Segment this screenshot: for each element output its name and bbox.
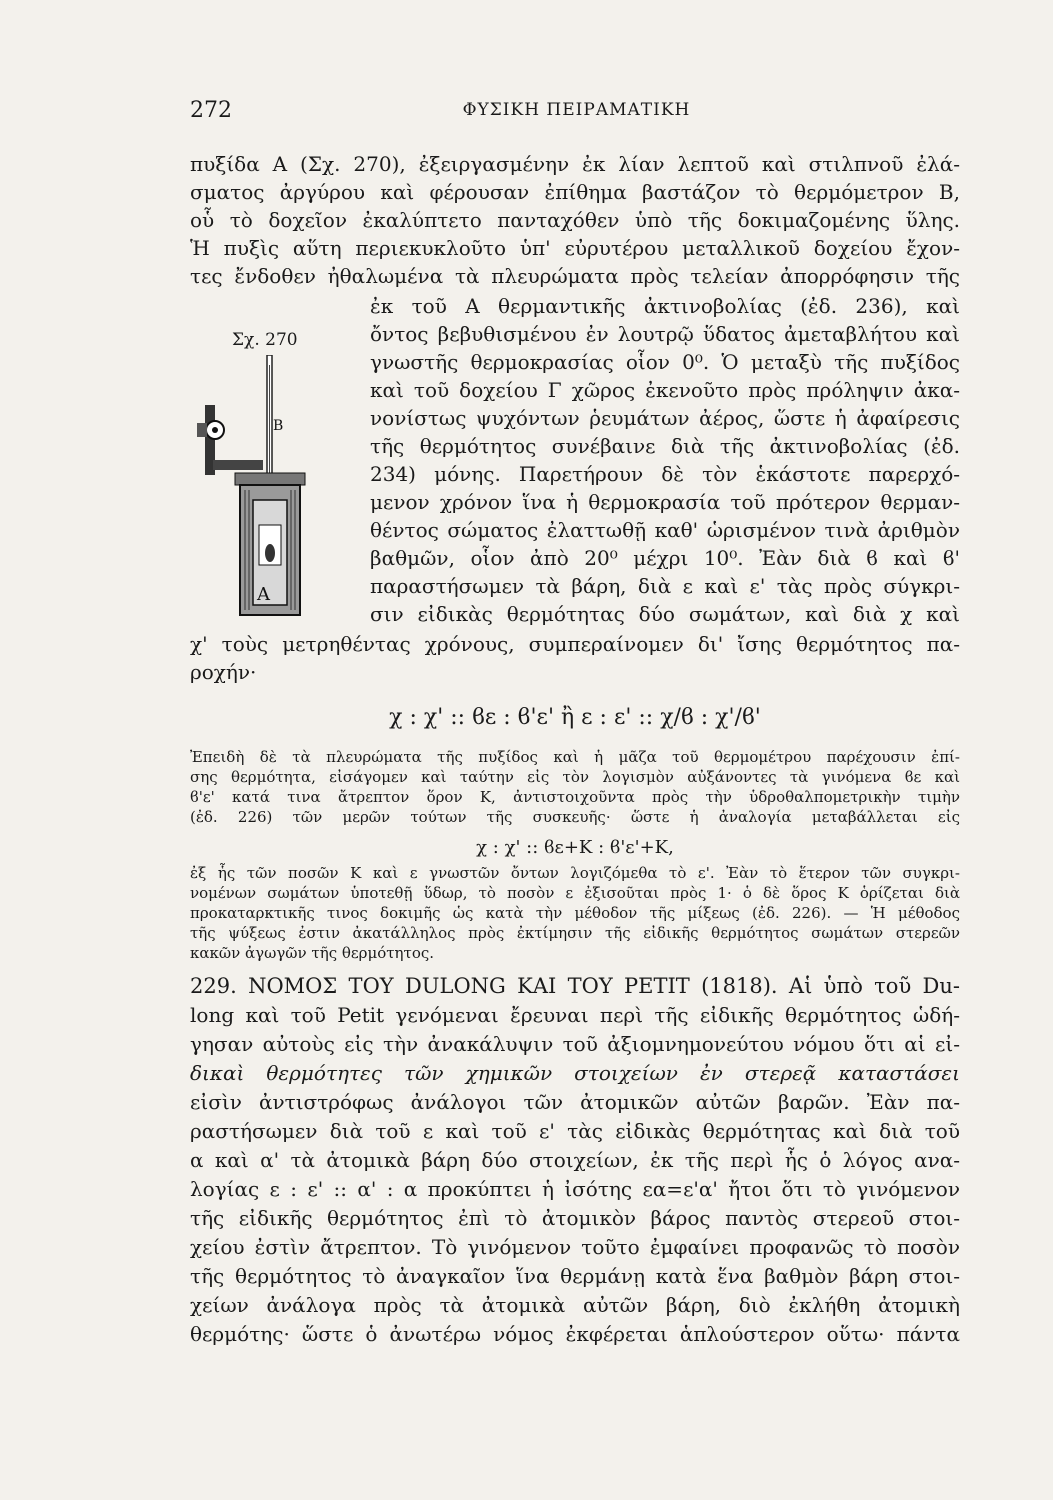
note-line: σης θερμότητα, εἰσάγομεν καὶ ταύτην εἰς τὸν λογισμὸν αὐξάνοντες τὰ γινόμενα ϐε καὶ: [190, 768, 960, 786]
svg-text:A: [256, 584, 271, 605]
text-line: 234) μόνης. Παρετήρουν δὲ τὸν ἑκάστοτε παρερχό-: [370, 462, 960, 486]
text-line: ροχήν·: [190, 660, 257, 684]
text-line: θερμότης· ὥστε ὁ ἀνωτέρω νόμος ἐκφέρεται ἁπλούστερον οὕτω· πάντα: [190, 1322, 960, 1346]
text-line: γησαν αὐτοὺς εἰς τὴν ἀνακάλυψιν τοῦ ἀξιομνημονεύτου νόμου ὅτι αἱ εἰ-: [190, 1032, 960, 1056]
text-line: βαθμῶν, οἷον ἀπὸ 20⁰ μέχρι 10⁰. Ἐὰν διὰ ϐ καὶ ϐ': [370, 546, 960, 570]
note-line: (ἐδ. 226) τῶν μερῶν τούτων τῆς συσκευῆς· ὥστε ἡ ἀναλογία μεταβάλλεται εἰς: [190, 808, 960, 826]
text-line: α καὶ α' τὰ ἀτομικὰ βάρη δύο στοιχείων, ἐκ τῆς περὶ ἧς ὁ λόγος ανα-: [190, 1148, 960, 1172]
equation-2: χ : χ' :: ϐε+Κ : ϐ'ε'+Κ,: [476, 837, 674, 858]
text-line: ὄντος βεβυθισμένου ἐν λουτρῷ ὕδατος ἀμεταβλήτου καὶ: [370, 322, 960, 346]
text-line: εἰσὶν ἀντιστρόφως ἀνάλογοι τῶν ἀτομικῶν αὐτῶν βαρῶν. Ἐὰν πα-: [190, 1090, 960, 1114]
section-heading-line: 229. ΝΟΜΟΣ ΤΟΥ DULONG ΚΑΙ ΤΟΥ PETIT (1818). Αἱ ὑπὸ τοῦ Du-: [190, 974, 960, 998]
text-line: οὗ τὸ δοχεῖον ἐκαλύπτετο πανταχόθεν ὑπὸ τῆς δοκιμαζομένης ὕλης.: [190, 208, 960, 232]
equation-1: χ : χ' :: ϐε : ϐ'ε' ἢ ε : ε' :: χ/ϐ : χ'/ϐ': [389, 705, 761, 730]
note-line: κακῶν ἀγωγῶν τῆς θερμότητος.: [190, 944, 435, 962]
page-header: [190, 98, 963, 128]
text-line: τῆς θερμότητος συνέβαινε διὰ τῆς ἀκτινοβολίας (ἐδ.: [370, 434, 960, 458]
text-line: παραστήσωμεν τὰ βάρη, διὰ ε καὶ ε' τὰς πρὸς σύγκρι-: [370, 574, 960, 598]
text-line: χείων ἀνάλογα πρὸς τὰ ἀτομικὰ αὐτῶν βάρη, διὸ ἐκλήθη ἀτομικὴ: [190, 1293, 960, 1317]
text-line: πυξίδα Α (Σχ. 270), ἐξειργασμένην ἐκ λίαν λεπτοῦ καὶ στιλπνοῦ ἐλά-: [190, 152, 960, 176]
text-line: σματος ἀργύρου καὶ φέρουσαν ἐπίθημα βαστάζον τὸ θερμόμετρον Β,: [190, 180, 960, 204]
note-line: νομένων σωμάτων ὑποτεθῇ ὕδωρ, τὸ ποσὸν ε ἐξισοῦται πρὸς 1· ὁ δὲ ὅρος Κ ὁρίζεται διὰ: [190, 884, 960, 902]
text-line: Ἡ πυξὶς αὕτη περιεκυκλοῦτο ὑπ' εὐρυτέρου μεταλλικοῦ δοχείου ἔχον-: [190, 236, 960, 260]
text-line: χείου ἐστὶν ἄτρεπτον. Τὸ γινόμενον τοῦτο ἐμφαίνει προφανῶς τὸ ποσὸν: [190, 1235, 960, 1259]
note-line: ἐξ ἧς τῶν ποσῶν Κ καὶ ε γνωστῶν ὄντων λογιζόμεθα τὸ ε'. Ἐὰν τὸ ἕτερον τῶν συγκρι-: [190, 864, 960, 882]
text-line: λογίας ε : ε' :: α' : α προκύπτει ἡ ἰσότης εα=ε'α' ἤτοι ὅτι τὸ γινόμενον: [190, 1177, 960, 1201]
note-line: τῆς ψύξεως ἐστιν ἀκατάλληλος πρὸς ἐκτίμησιν τῆς εἰδικῆς θερμότητος σωμάτων στερεῶν: [190, 924, 960, 942]
note-line: Ἐπειδὴ δὲ τὰ πλευρώματα τῆς πυξίδος καὶ ἡ μᾶζα τοῦ θερμομέτρου παρέχουσιν ἐπί-: [190, 748, 960, 766]
text-line: χ' τοὺς μετρηθέντας χρόνους, συμπεραίνομεν δι' ἴσης θερμότητος πα-: [190, 632, 960, 656]
text-line: long καὶ τοῦ Petit γενόμεναι ἔρευναι περὶ τῆς εἰδικῆς θερμότητος ὡδή-: [190, 1003, 960, 1027]
text-line: σιν εἰδικὰς θερμότητας δύο σωμάτων, καὶ διὰ χ καὶ: [370, 602, 960, 626]
text-line: νονίστως ψυχόντων ῥευμάτων ἀέρος, ὥστε ἡ ἀφαίρεσις: [370, 406, 960, 430]
text-line: ραστήσωμεν διὰ τοῦ ε καὶ τοῦ ε' τὰς εἰδικὰς θερμότητας καὶ διὰ τοῦ: [190, 1119, 960, 1143]
text-line: ἐκ τοῦ Α θερμαντικῆς ἀκτινοβολίας (ἐδ. 236), καὶ: [370, 294, 960, 318]
note-line: προκαταρκτικῆς τινος δοκιμῆς ὡς κατὰ τὴν μέθοδον τῆς μίξεως (ἐδ. 226). — Ἡ μέθοδος: [190, 904, 960, 922]
text-line: μενον χρόνον ἵνα ἡ θερμοκρασία τοῦ πρότερον θερμαν-: [370, 490, 960, 514]
running-title: ΦΥΣΙΚΗ ΠΕΙΡΑΜΑΤΙΚΗ: [462, 100, 691, 120]
figure-label-a: A: [257, 584, 270, 605]
page-number: 272: [190, 98, 232, 123]
note-line: ϐ'ε' κατά τινα ἄτρεπτον ὅρον Κ, ἀντιστοιχοῦντα πρὸς τὴν ὑδροθαλπομετρικὴν τιμὴν: [190, 788, 960, 806]
figure-label-b: B: [273, 418, 284, 434]
text-line: θέντος σώματος ἐλαττωθῇ καθ' ὡρισμένον τινὰ ἀριθμὸν: [370, 518, 960, 542]
calorimeter-figure: [195, 355, 315, 620]
text-line: καὶ τοῦ δοχείου Γ χῶρος ἐκενοῦτο πρὸς πρόληψιν ἀκα-: [370, 378, 960, 402]
text-line: τῆς θερμότητος τὸ ἀναγκαῖον ἵνα θερμάνῃ κατὰ ἕνα βαθμὸν βάρη στοι-: [190, 1264, 960, 1288]
text-line: δικαὶ θερμότητες τῶν χημικῶν στοιχείων ἐν στερεᾷ καταστάσει: [190, 1061, 960, 1085]
figure-caption: Σχ. 270: [232, 330, 298, 350]
text-line: γνωστῆς θερμοκρασίας οἷον 0⁰. Ὁ μεταξὺ τῆς πυξίδος: [370, 350, 960, 374]
text-line: τες ἔνδοθεν ἠθαλωμένα τὰ πλευρώματα πρὸς τελείαν ἀπορρόφησιν τῆς: [190, 264, 960, 288]
text-line: τῆς εἰδικῆς θερμότητος ἐπὶ τὸ ἀτομικὸν βάρος παντὸς στερεοῦ στοι-: [190, 1206, 960, 1230]
svg-text:B: [273, 418, 283, 434]
